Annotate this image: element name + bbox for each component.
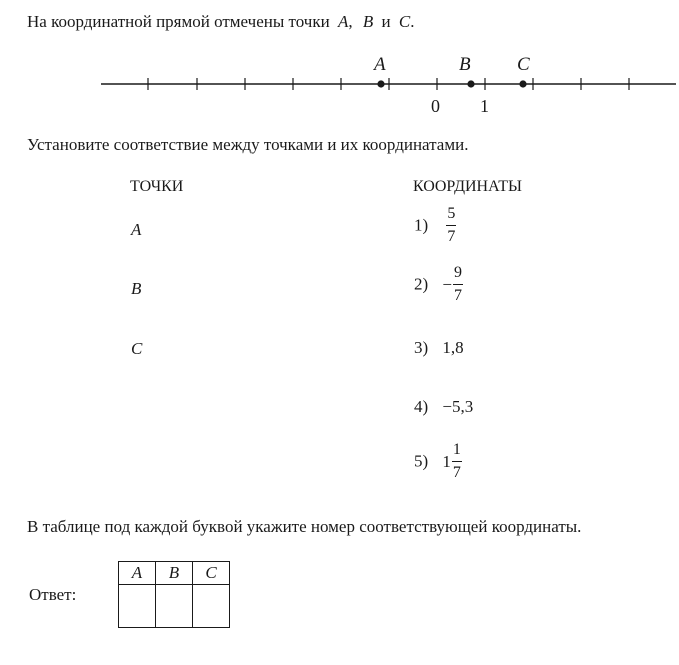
option-4 — [414, 397, 473, 417]
answer-cell-c[interactable] — [193, 585, 230, 628]
point-b-dot — [467, 80, 474, 87]
option-2 — [414, 265, 463, 304]
number-line — [0, 50, 679, 122]
answer-table — [118, 561, 230, 628]
option-1-number: 1) — [414, 215, 429, 235]
option-3-value: 1,8 — [442, 338, 464, 357]
option-5-denominator: 7 — [452, 464, 461, 481]
intro-end: . — [410, 12, 415, 31]
answer-table-header-row — [119, 562, 230, 585]
option-5-number: 5) — [414, 451, 429, 471]
answer-label: Ответ: — [29, 585, 77, 604]
option-5-fraction — [452, 442, 462, 481]
option-1 — [414, 206, 456, 245]
answer-header-a: A — [119, 562, 156, 585]
coords-header: КООРДИНАТЫ — [413, 178, 522, 195]
answer-table-input-row — [119, 585, 230, 628]
option-4-number: 4) — [414, 397, 429, 416]
option-5-whole: 1 — [442, 451, 451, 471]
point-c-dot — [519, 80, 526, 87]
option-5-numerator: 1 — [452, 442, 462, 462]
intro-point-c: C — [398, 12, 411, 31]
option-1-fraction — [446, 206, 456, 245]
points-header: ТОЧКИ — [130, 178, 184, 195]
point-b-item: B — [131, 279, 142, 298]
answer-cell-b[interactable] — [156, 585, 193, 628]
option-4-value: −5,3 — [442, 397, 474, 416]
option-5 — [414, 442, 462, 481]
task-footer: В таблице под каждой буквой укажите номер соответствующей координаты. — [27, 517, 582, 536]
zero-label: 0 — [431, 96, 440, 116]
task-intro — [27, 12, 414, 32]
one-label: 1 — [480, 96, 489, 116]
intro-prefix: На координатной прямой отмечены точки — [27, 12, 330, 31]
option-1-numerator: 5 — [446, 206, 456, 226]
intro-and: и — [381, 12, 391, 31]
option-2-denominator: 7 — [454, 287, 463, 304]
answer-cell-a[interactable] — [119, 585, 156, 628]
point-a-dot — [377, 80, 384, 87]
option-2-numerator: 9 — [453, 265, 463, 285]
point-c-label: C — [517, 54, 530, 75]
answer-header-c: C — [193, 562, 230, 585]
point-a-label: A — [374, 54, 386, 75]
task-instruction: Установите соответствие между точками и их координатами. — [27, 135, 469, 154]
option-2-number: 2) — [414, 274, 429, 294]
option-3 — [414, 338, 464, 358]
option-2-sign: − — [442, 274, 453, 294]
option-1-denominator: 7 — [447, 228, 456, 245]
intro-point-b: B — [362, 12, 374, 31]
point-b-label: B — [459, 54, 471, 75]
point-c-item: C — [131, 339, 143, 358]
option-3-number: 3) — [414, 338, 429, 357]
answer-header-b: B — [156, 562, 193, 585]
option-2-fraction — [453, 265, 463, 304]
intro-point-a: A — [337, 12, 349, 31]
point-a-item: A — [131, 220, 142, 239]
intro-sep1: , — [348, 12, 353, 31]
